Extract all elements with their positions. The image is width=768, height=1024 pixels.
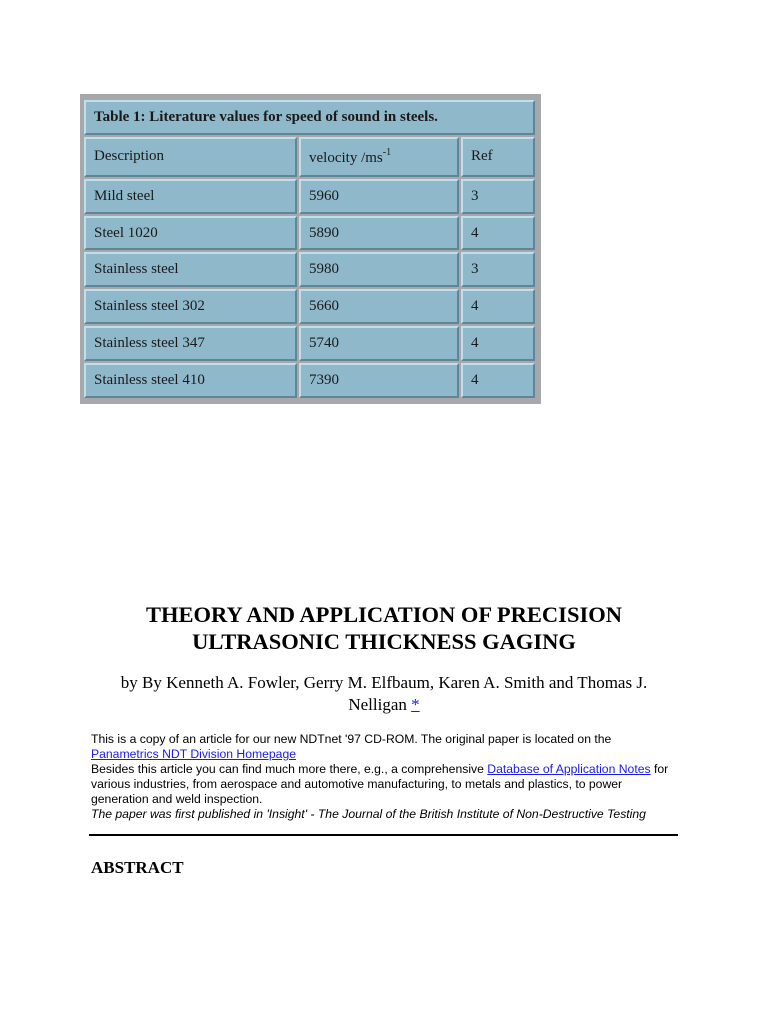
cell-ref: 4 [461, 326, 535, 361]
table-row [84, 252, 535, 287]
velocity-unit-label: velocity /ms [309, 149, 383, 166]
table-header-row [84, 137, 535, 177]
application-notes-database-link[interactable]: Database of Application Notes [487, 762, 651, 777]
table-row [84, 326, 535, 361]
cell-ref: 3 [461, 179, 535, 214]
notice-paragraph-2 [91, 762, 681, 807]
abstract-heading: ABSTRACT [91, 858, 184, 877]
author-list: by By Kenneth A. Fowler, Gerry M. Elfbaum, Karen A. Smith and Thomas J. Nelligan [120, 673, 648, 714]
cell-ref: 4 [461, 216, 535, 251]
article-title-line-2: ULTRASONIC THICKNESS GAGING [192, 629, 576, 654]
publication-note: The paper was first published in 'Insight' - The Journal of the British Institute of Non-Destructive Testing [91, 807, 646, 822]
author-byline [100, 672, 668, 716]
cell-velocity: 5980 [299, 252, 459, 287]
cell-velocity: 5890 [299, 216, 459, 251]
cell-description: Stainless steel [84, 252, 297, 287]
notice-intro-text: This is a copy of an article for our new NDTnet '97 CD-ROM. The original paper is located on the [91, 732, 612, 746]
column-header-velocity [299, 137, 459, 177]
cell-velocity: 7390 [299, 363, 459, 398]
cell-velocity: 5740 [299, 326, 459, 361]
cell-ref: 3 [461, 252, 535, 287]
notice-besides-text: Besides this article you can find much more there, e.g., a comprehensive [91, 762, 484, 777]
literature-table-frame [80, 94, 541, 404]
article-title [40, 601, 728, 655]
panametrics-homepage-link[interactable]: Panametrics NDT Division Homepage [91, 747, 297, 762]
literature-table [82, 98, 537, 400]
cell-description: Stainless steel 410 [84, 363, 297, 398]
table-row [84, 216, 535, 251]
notice-paragraph-1 [91, 732, 681, 762]
table-row [84, 179, 535, 214]
cell-velocity: 5660 [299, 289, 459, 324]
cell-description: Mild steel [84, 179, 297, 214]
cell-description: Stainless steel 347 [84, 326, 297, 361]
cell-ref: 4 [461, 363, 535, 398]
republication-notice [91, 732, 681, 823]
author-note-link[interactable]: * [411, 695, 420, 714]
table-row [84, 289, 535, 324]
horizontal-divider [89, 834, 678, 836]
table-row [84, 363, 535, 398]
notice-paragraph-3 [91, 807, 681, 822]
article-title-line-1: THEORY AND APPLICATION OF PRECISION [146, 602, 622, 627]
cell-velocity: 5960 [299, 179, 459, 214]
notice-industries-text: for various industries, from aerospace and automotive manufacturing, to metals and plastics, to power generation and weld inspection. [91, 762, 669, 807]
cell-description: Steel 1020 [84, 216, 297, 251]
velocity-unit-exponent: -1 [382, 146, 392, 158]
cell-description: Stainless steel 302 [84, 289, 297, 324]
cell-ref: 4 [461, 289, 535, 324]
table-caption-row [84, 100, 535, 135]
column-header-description: Description [84, 137, 297, 177]
column-header-ref: Ref [461, 137, 535, 177]
table-caption: Table 1: Literature values for speed of sound in steels. [84, 100, 535, 135]
